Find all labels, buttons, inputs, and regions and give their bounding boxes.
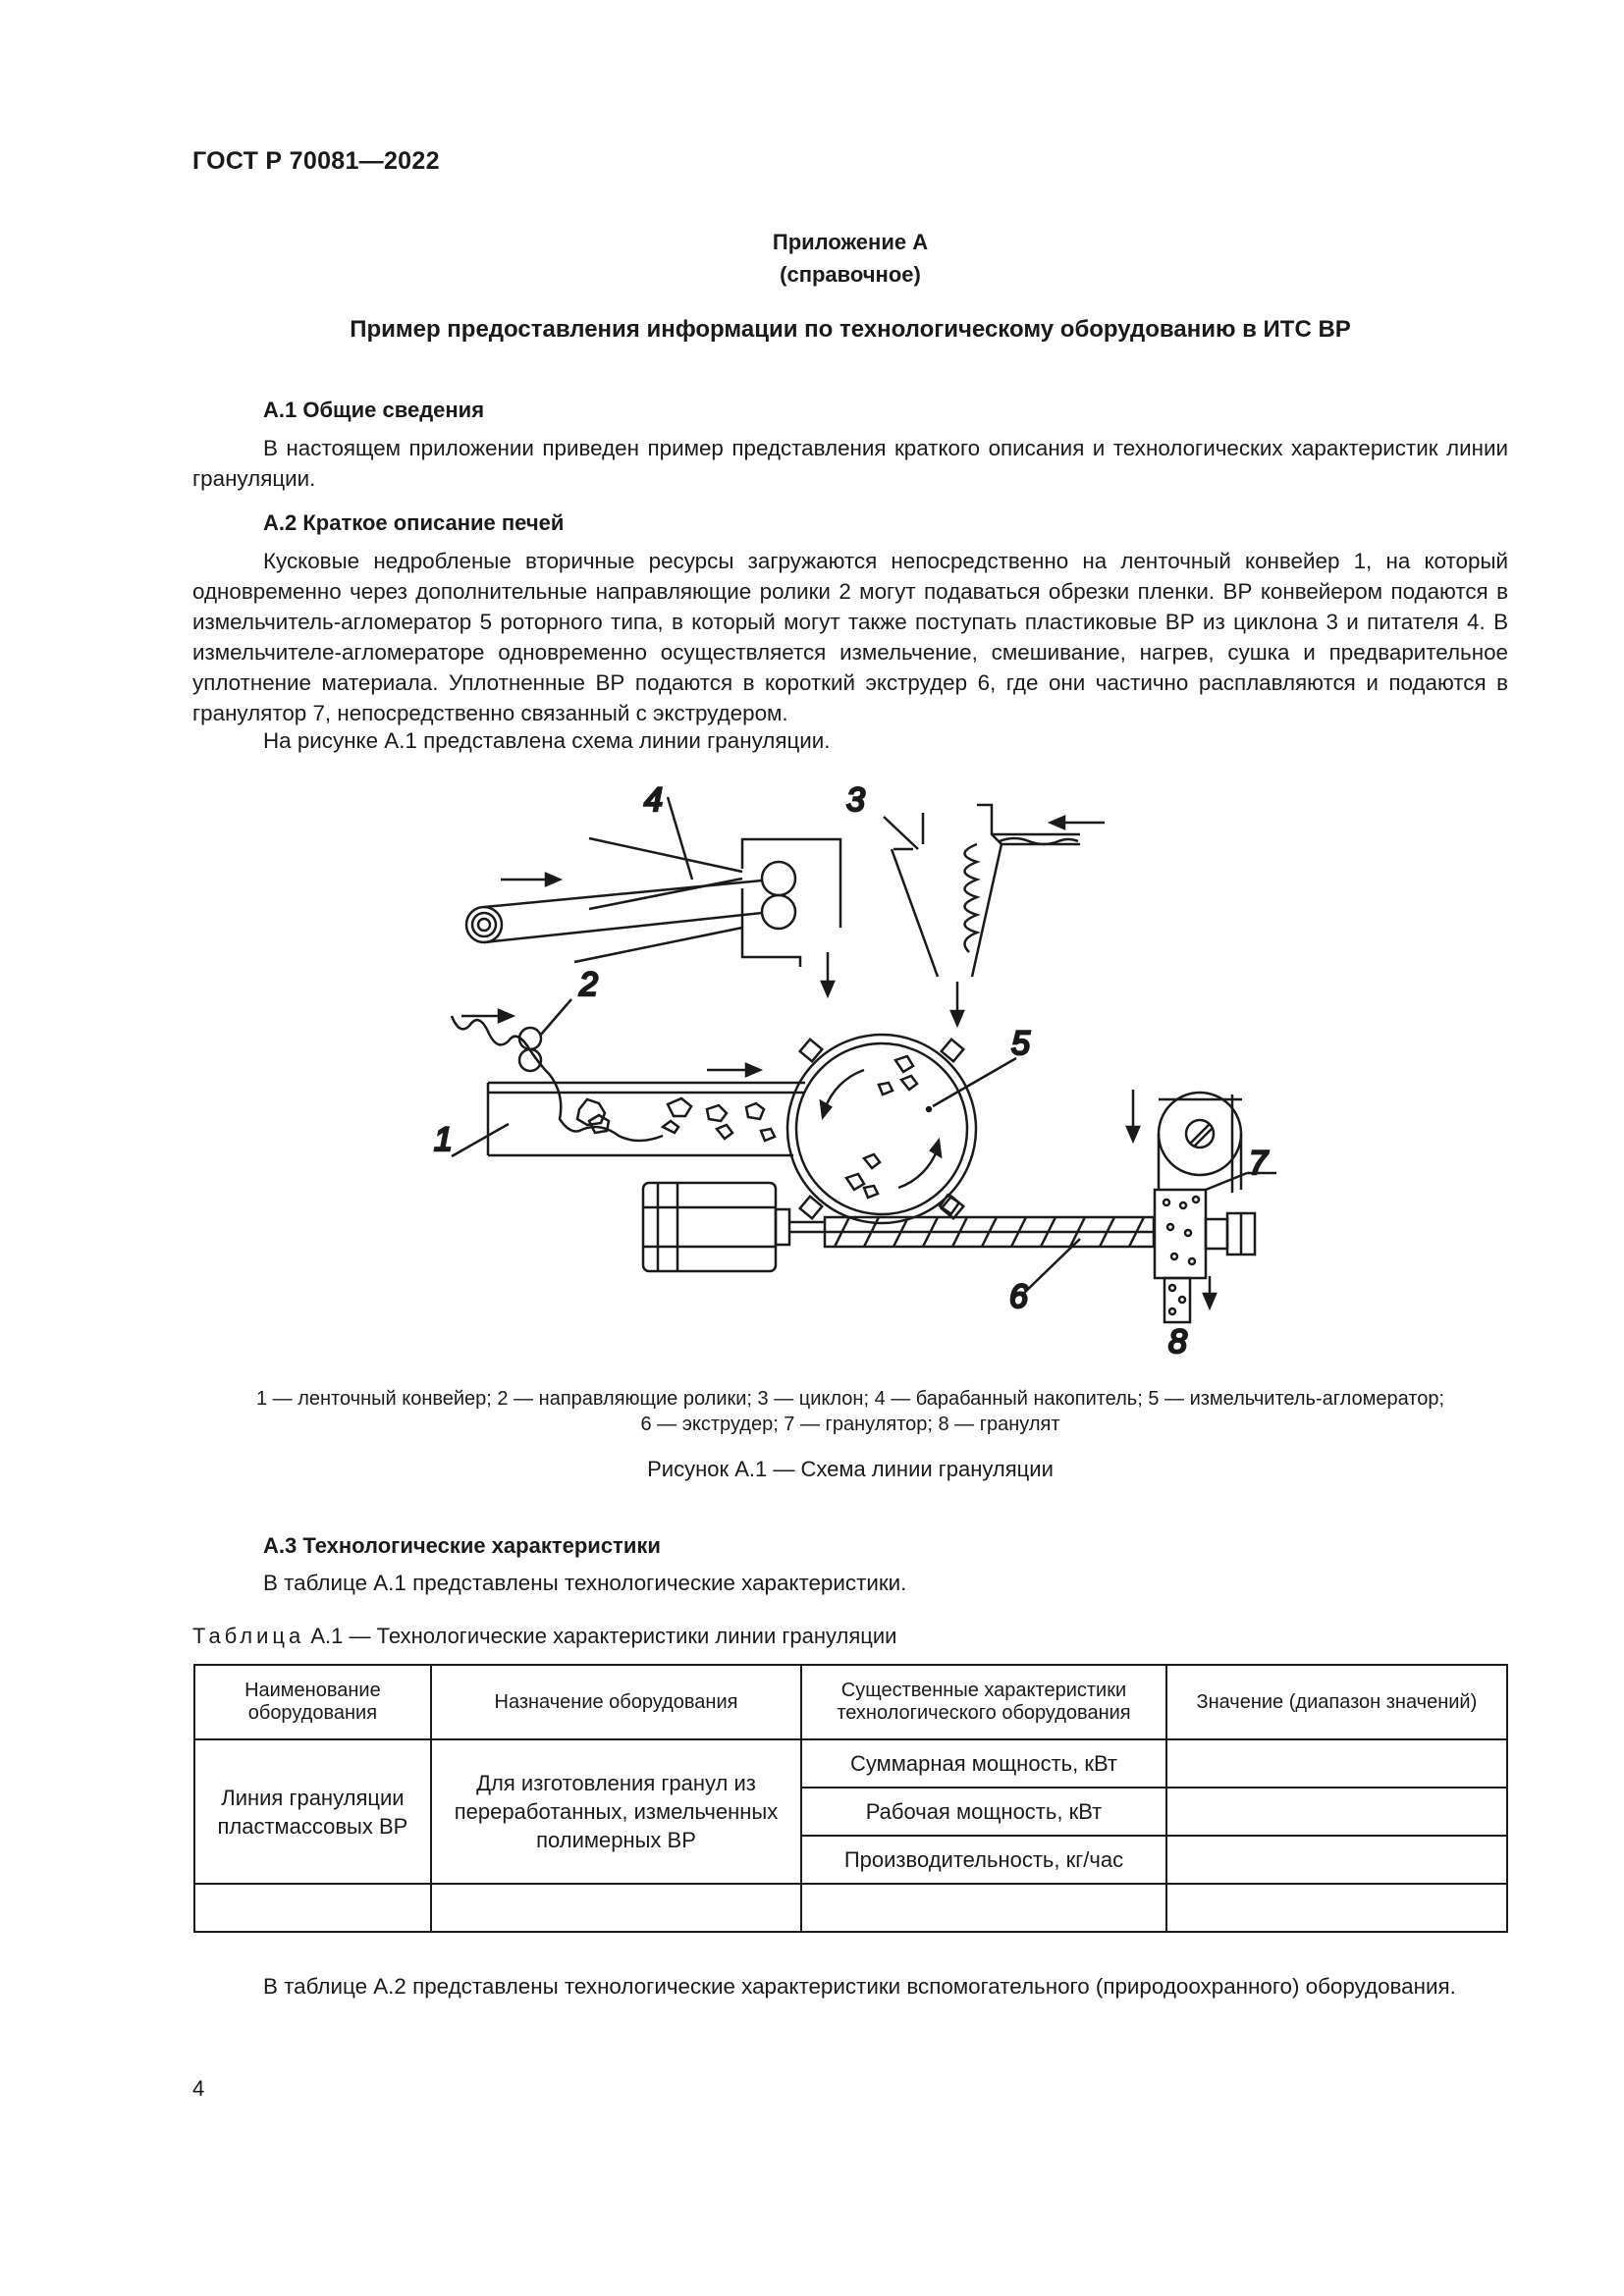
header-value-range: Значение (диапазон значений) <box>1166 1665 1507 1739</box>
figure-legend-line-1: 1 — ленточный конвейер; 2 — направляющие ролики; 3 — циклон; 4 — барабанный накопитель; 5 — измельчитель-агломератор; <box>255 1388 1445 1410</box>
specifications-table <box>193 1664 1508 1933</box>
cell-characteristic: Рабочая мощность, кВт <box>801 1788 1166 1836</box>
section-a3-heading: А.3 Технологические характеристики <box>263 1533 661 1558</box>
table-row <box>194 1739 1507 1788</box>
cell-characteristic: Производительность, кг/час <box>801 1836 1166 1884</box>
cell-empty <box>1166 1884 1507 1932</box>
cell-value <box>1166 1739 1507 1788</box>
section-a2-text: Кусковые недробленые вторичные ресурсы загружаются непосредственно на ленточный конвейер 1, на который одновременно через дополнительные направляющие ролики 2 могут подаваться обрезки пленки. ВР конвейером подаются в измельчитель-агломератор 5 роторного типа, в который могут также поступать пластиковые ВР из циклона 3 и питателя 4. В измельчителе-агломераторе одновременно осуществляется измельчение, смешивание, нагрев, сушка и предварительное уплотнение материала. Уплотненные ВР подаются в короткий экструдер 6, где они частично расплавляются и подаются в гранулятор 7, непосредственно связанный с экструдером. <box>192 549 1508 725</box>
standard-number: ГОСТ Р 70081—2022 <box>192 147 440 175</box>
section-a1-heading: А.1 Общие сведения <box>263 398 485 422</box>
table-header-row <box>194 1665 1507 1739</box>
header-characteristics: Существенные характеристики технологического оборудования <box>801 1665 1166 1739</box>
figure-legend <box>192 1386 1508 1437</box>
cell-empty <box>194 1884 431 1932</box>
section-a3-text: В таблице А.1 представлены технологические характеристики. <box>263 1571 907 1595</box>
diagram-label-4: 4 <box>644 781 663 819</box>
section-a1-text: В настоящем приложении приведен пример представления краткого описания и технологических характеристик линии грануляции. <box>192 436 1508 491</box>
cell-equipment-purpose: Для изготовления гранул из переработанных, измельченных полимерных ВР <box>431 1739 801 1884</box>
page-number: 4 <box>192 2076 205 2101</box>
extruder-6 <box>643 1183 1154 1296</box>
cell-characteristic: Суммарная мощность, кВт <box>801 1739 1166 1788</box>
closing-text: В таблице А.2 представлены технологические характеристики вспомогательного (природоохранного) оборудования. <box>263 1974 1456 1999</box>
figure-legend-line-2: 6 — экструдер; 7 — гранулятор; 8 — гранулят <box>640 1414 1060 1435</box>
header-equipment-purpose: Назначение оборудования <box>431 1665 801 1739</box>
diagram-label-3: 3 <box>846 781 865 819</box>
cell-empty <box>801 1884 1166 1932</box>
figure-reference: На рисунке А.1 представлена схема линии грануляции. <box>263 728 831 753</box>
table-caption-word: Таблица <box>192 1624 305 1648</box>
cyclone-3 <box>884 805 1105 1025</box>
diagram-label-6: 6 <box>1009 1278 1028 1315</box>
diagram-label-7: 7 <box>1249 1145 1268 1182</box>
header-equipment-name: Наименование оборудования <box>194 1665 431 1739</box>
belt-conveyor-1 <box>452 1064 805 1156</box>
cell-equipment-name: Линия грануляции пластмассовых ВР <box>194 1739 431 1884</box>
appendix-heading: Пример предоставления информации по технологическому оборудованию в ИТС ВР <box>350 316 1351 343</box>
table-row-empty <box>194 1884 1507 1932</box>
appendix-subtitle: (справочное) <box>780 262 921 287</box>
appendix-title: Приложение А <box>772 230 929 254</box>
cell-value <box>1166 1836 1507 1884</box>
cell-value <box>1166 1788 1507 1836</box>
table-caption-text: А.1 — Технологические характеристики линии грануляции <box>304 1624 897 1648</box>
shredder-agglomerator-5 <box>787 1035 1016 1223</box>
section-a2-heading: А.2 Краткое описание печей <box>263 510 565 535</box>
granulator-7 <box>1127 1090 1276 1322</box>
drum-storage-4 <box>466 797 840 995</box>
figure-caption: Рисунок А.1 — Схема линии грануляции <box>647 1457 1054 1481</box>
diagram-label-5: 5 <box>1011 1025 1030 1062</box>
cell-empty <box>431 1884 801 1932</box>
diagram-label-1: 1 <box>434 1121 453 1158</box>
table-caption <box>192 1624 896 1649</box>
diagram-label-2: 2 <box>579 966 598 1003</box>
diagram-label-8: 8 <box>1168 1323 1187 1361</box>
guide-rollers-2 <box>452 999 663 1141</box>
